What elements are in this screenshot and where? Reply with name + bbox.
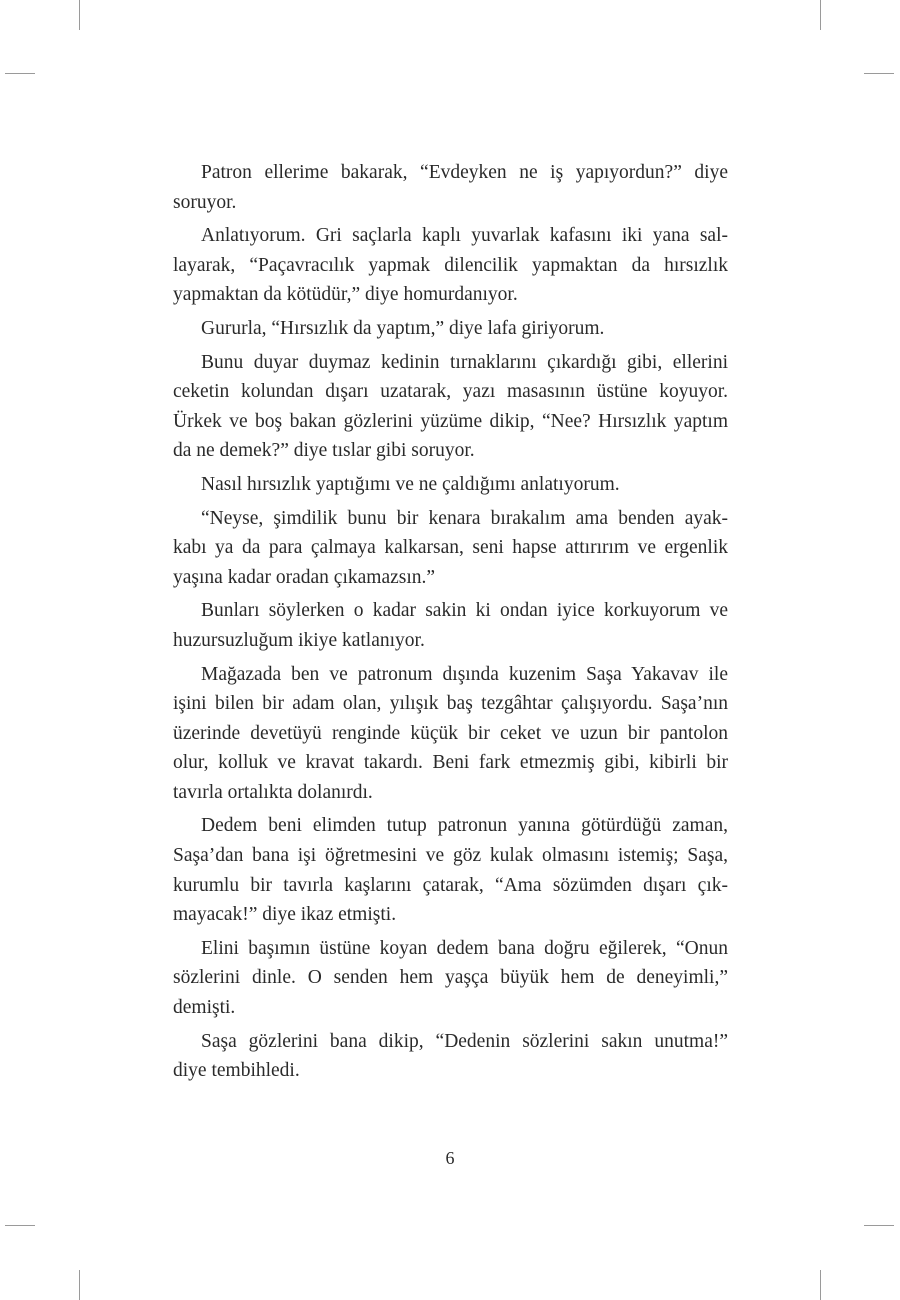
text-line: Bunu duyar duymaz kedinin tırnaklarını çıkardığı gibi, ellerini (201, 351, 728, 373)
text-line: huzursuzluğum ikiye katlanıyor. (173, 629, 425, 651)
paragraph (173, 504, 728, 593)
text-line: diye tembihledi. (173, 1060, 300, 1082)
text-line: tavırla ortalıkta dolanırdı. (173, 781, 373, 803)
paragraph (173, 348, 728, 466)
text-line: ceketin kolundan dışarı uzatarak, yazı masasının üstüne koyuyor. (173, 381, 728, 403)
paragraph (173, 596, 728, 655)
crop-mark-right-bottom (864, 1225, 894, 1226)
paragraph (173, 934, 728, 1023)
paragraph (173, 221, 728, 310)
text-line: yapmaktan da kötüdür,” diye homurdanıyor. (173, 284, 518, 306)
text-line: Patron ellerime bakarak, “Evdeyken ne iş yapıyordun?” diye (201, 162, 728, 183)
text-line: Ürkek ve boş bakan gözlerini yüzüme dikip, “Nee? Hırsızlık yaptım (173, 410, 728, 432)
paragraph (173, 470, 728, 500)
text-line: sözlerini dinle. O senden hem yaşça büyük hem de deneyimli,” (173, 967, 728, 989)
text-line: soruyor. (173, 191, 237, 213)
text-line: demişti. (173, 997, 236, 1019)
text-line: Mağazada ben ve patronum dışında kuzenim Saşa Yakavav ile (201, 663, 728, 685)
crop-mark-right-top (864, 73, 894, 74)
text-line: “Neyse, şimdilik bunu bir kenara bırakalım ama benden ayak- (201, 507, 728, 529)
text-line: yaşına kadar oradan çıkamazsın.” (173, 566, 436, 588)
text-line: üzerinde devetüyü renginde küçük bir ceket ve uzun bir pantolon (173, 722, 728, 744)
text-line: kabı ya da para çalmaya kalkarsan, seni hapse attırırım ve ergenlik (173, 537, 728, 559)
text-line: işini bilen bir adam olan, yılışık baş tezgâhtar çalışıyordu. Saşa’nın (173, 693, 728, 715)
paragraph (173, 1027, 728, 1086)
crop-mark-top-left (79, 0, 80, 30)
text-line: olur, kolluk ve kravat takardı. Beni fark etmezmiş gibi, kibirli bir (173, 752, 728, 774)
text-line: Saşa’dan bana işi öğretmesini ve göz kulak olmasını istemiş; Saşa, (173, 845, 728, 867)
crop-mark-top-right (820, 0, 821, 30)
page-number: 6 (445, 1148, 455, 1168)
text-line: layarak, “Paçavracılık yapmak dilencilik yapmaktan da hırsızlık (173, 254, 728, 276)
text-line: kurumlu bir tavırla kaşlarını çatarak, “Ama sözümden dışarı çık- (173, 874, 728, 896)
paragraph (173, 660, 728, 808)
crop-mark-left-top (5, 73, 35, 74)
crop-mark-left-bottom (5, 1225, 35, 1226)
text-line: da ne demek?” diye tıslar gibi soruyor. (173, 440, 475, 462)
text-line: Bunları söylerken o kadar sakin ki ondan iyice korkuyorum ve (201, 600, 728, 622)
body-text (173, 158, 728, 1090)
text-line: Gururla, “Hırsızlık da yaptım,” diye lafa giriyorum. (201, 317, 605, 339)
crop-mark-bottom-right (820, 1270, 821, 1300)
text-line: Saşa gözlerini bana dikip, “Dedenin sözlerini sakın unutma!” (201, 1030, 728, 1052)
text-line: Anlatıyorum. Gri saçlarla kaplı yuvarlak kafasını iki yana sal- (201, 225, 728, 247)
paragraph (173, 314, 728, 344)
text-line: mayacak!” diye ikaz etmişti. (173, 904, 397, 926)
paragraph (173, 158, 728, 217)
text-line: Dedem beni elimden tutup patronun yanına götürdüğü zaman, (201, 815, 728, 837)
crop-mark-bottom-left (79, 1270, 80, 1300)
text-line: Nasıl hırsızlık yaptığımı ve ne çaldığımı anlatıyorum. (201, 473, 620, 495)
paragraph (173, 811, 728, 929)
text-line: Elini başımın üstüne koyan dedem bana doğru eğilerek, “Onun (201, 937, 728, 959)
